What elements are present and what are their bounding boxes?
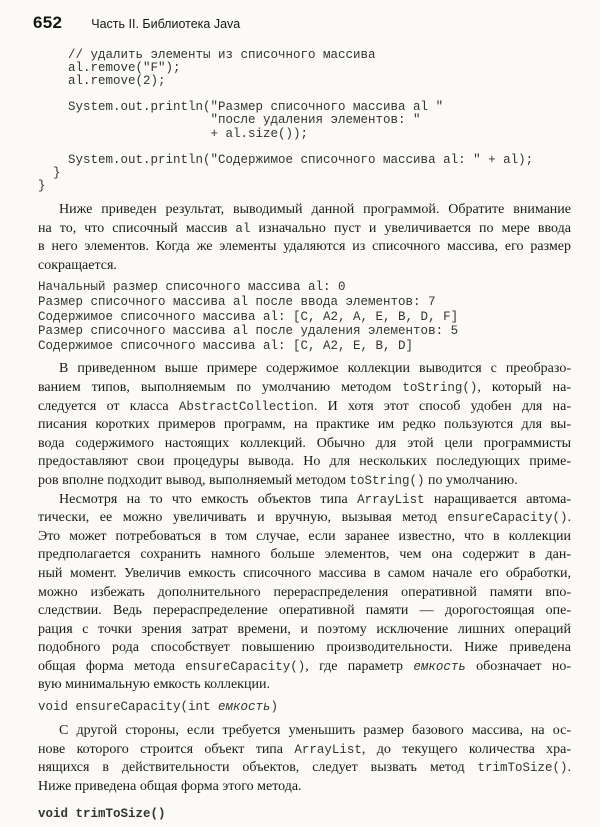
text-line [38, 180, 571, 193]
text-line [38, 472, 571, 491]
text-segment: В приведенном выше примере содержимое коллекции выводится с преобразо- [59, 361, 571, 377]
code-segment: Размер списочного массива al после удаления элементов: 5 [38, 324, 459, 339]
running-header [33, 13, 572, 33]
para-ensure-capacity [38, 491, 571, 696]
text-line [38, 310, 571, 325]
code-segment: void ensureCapacity(int [38, 700, 219, 715]
text-segment: вода содержимого настоящих коллекций. Обычно для этой цели программисты [38, 435, 571, 451]
text-line [38, 546, 571, 565]
code-segment: al.remove(2); [38, 74, 166, 89]
text-segment: Ниже приведена общая форма этого метода. [38, 778, 302, 794]
text-segment: изначально пуст и увеличивается по мере ввода [250, 220, 571, 236]
text-line [38, 741, 571, 760]
text-segment: ров вполне подходит вывод, выполняемый методом [38, 472, 350, 488]
text-segment: на то, что списочный массив [38, 220, 236, 236]
text-line [38, 360, 571, 379]
text-line [38, 491, 571, 510]
text-line [38, 807, 571, 822]
running-head-title: Часть II. Библиотека Java [91, 17, 241, 31]
para-tostring-conversion [38, 360, 571, 490]
code-segment: toString() [402, 380, 478, 395]
text-segment: подобного рода способствует повышению производительности. Ниже приведена [38, 640, 571, 656]
text-line [38, 639, 571, 658]
text-segment: наращивается автома- [424, 491, 571, 507]
code-segment: System.out.println("Содержимое списочного массива al: " + al); [38, 152, 534, 167]
text-line [38, 257, 571, 276]
text-segment: . [567, 760, 571, 776]
code-segment: ArrayList [357, 492, 425, 507]
code-segment: Начальный размер списочного массива al: 0 [38, 280, 346, 295]
text-segment: ванием типов, выполняемым по умолчанию методом [38, 379, 403, 395]
text-line [38, 324, 571, 339]
text-line [38, 435, 571, 454]
program-output [38, 280, 571, 353]
text-segment: ный момент. Увеличив емкость списочного массива в самом начале его обработки, [38, 565, 571, 581]
code-segment: toString() [349, 473, 425, 488]
text-segment: предполагается сохранить намного больше элементов, чем она содержит в дан- [38, 547, 571, 563]
text-line [38, 75, 571, 88]
text-line [38, 509, 571, 528]
text-line [38, 759, 571, 778]
para-trim-to-size [38, 722, 571, 796]
text-segment: . И хотя этот способ удобен для на- [313, 398, 571, 414]
text-segment: следуется от класса [38, 398, 179, 414]
text-line [38, 167, 571, 180]
text-line [38, 238, 571, 257]
text-line [38, 201, 571, 220]
page-number: 652 [33, 13, 63, 32]
text-line [38, 602, 571, 621]
text-segment: С другой стороны, если требуется уменьшить размер базового массива, на ос- [59, 723, 571, 739]
code-segment: Содержимое списочного массива al: [C, A2, A, E, B, D, F] [38, 309, 459, 324]
text-line [38, 339, 571, 354]
code-segment: Содержимое списочного массива al: [C, A2, E, B, D] [38, 338, 414, 353]
code-segment: "после удаления элементов: " [38, 113, 421, 128]
text-line [38, 778, 571, 797]
code-segment: al.remove("F"); [38, 61, 181, 76]
text-line [38, 528, 571, 547]
text-line [38, 621, 571, 640]
text-segment: по умолчанию. [424, 472, 518, 488]
text-line [38, 658, 571, 677]
text-line [38, 398, 571, 417]
code-segment: ) [270, 700, 279, 715]
text-line [38, 280, 571, 295]
text-segment: Это может потребоваться в том случае, если заранее известно, что в коллекции [38, 528, 571, 544]
code-segment: trimToSize() [477, 761, 568, 776]
code-segment: } [38, 165, 61, 180]
code-segment: ensureCapacity() [447, 511, 568, 526]
text-line [38, 676, 571, 695]
text-segment: в него элементов. Когда же элементы удаляются из списочного массива, его размер [38, 239, 571, 255]
code-segment: // удалить элементы из списочного массива [38, 48, 376, 62]
text-line [38, 722, 571, 741]
text-segment: писания коротких примеров программ, на практике им редко пользуются для вы- [38, 417, 571, 433]
code-segment: + al.size()); [38, 126, 309, 141]
text-line [38, 220, 571, 239]
code-segment: System.out.println("Размер списочного массива al " [38, 100, 444, 115]
text-segment: нящихся в действительности объектов, следует вызвать метод [38, 760, 478, 776]
text-segment: вую минимальную емкость коллекции. [38, 677, 270, 693]
text-segment: нове которого строится объект типа [38, 741, 295, 757]
code-segment: AbstractCollection [178, 399, 314, 414]
ensurecapacity-signature [38, 700, 571, 715]
text-line [38, 565, 571, 584]
code-segment: Размер списочного массива al после ввода элементов: 7 [38, 295, 436, 309]
text-segment: общая форма метода [38, 658, 186, 674]
code-segment: } [38, 178, 46, 193]
code-segment: ensureCapacity() [185, 659, 306, 674]
trimtosize-signature [38, 807, 571, 822]
text-segment: можно избежать дополнительного перераспределения оперативной памяти впо- [38, 584, 571, 600]
text-line [38, 154, 571, 167]
text-segment: . [567, 510, 571, 526]
text-line [38, 295, 571, 310]
text-line [38, 379, 571, 398]
code-segment: емкость [413, 659, 466, 674]
text-segment: , который на- [477, 379, 572, 395]
text-line [38, 128, 571, 141]
text-segment: обозначает но- [465, 658, 571, 674]
text-line [38, 584, 571, 603]
code-segment: void trimToSize() [38, 807, 166, 822]
text-segment: следствии. Ведь перераспределение оперативной памяти — дорогостоящая опе- [38, 603, 571, 619]
text-segment: тически, ее можно увеличивать и вручную, вызывая метод [38, 510, 448, 526]
text-segment: сокращается. [38, 257, 117, 273]
text-segment: рация с точки зрения затрат времени, и поэтому исключение лишних операций [38, 621, 571, 637]
text-segment: , до текущего количества хра- [361, 741, 571, 757]
text-segment: , где параметр [305, 658, 414, 674]
text-line [38, 700, 571, 715]
page-content [38, 49, 571, 822]
text-segment: Ниже приведен результат, выводимый данной программой. Обратите внимание [59, 202, 571, 218]
code-segment: емкость [218, 700, 271, 715]
code-segment: ArrayList [294, 742, 362, 757]
para-program-result [38, 201, 571, 275]
listing-removal-code [38, 49, 571, 193]
text-line [38, 416, 571, 435]
text-line [38, 453, 571, 472]
text-segment: Несмотря на то что емкость объектов типа [59, 491, 358, 507]
text-segment: предоставляют свои процедуры вывода. Но для нескольких последующих приме- [38, 454, 571, 470]
code-segment: al [235, 221, 251, 236]
